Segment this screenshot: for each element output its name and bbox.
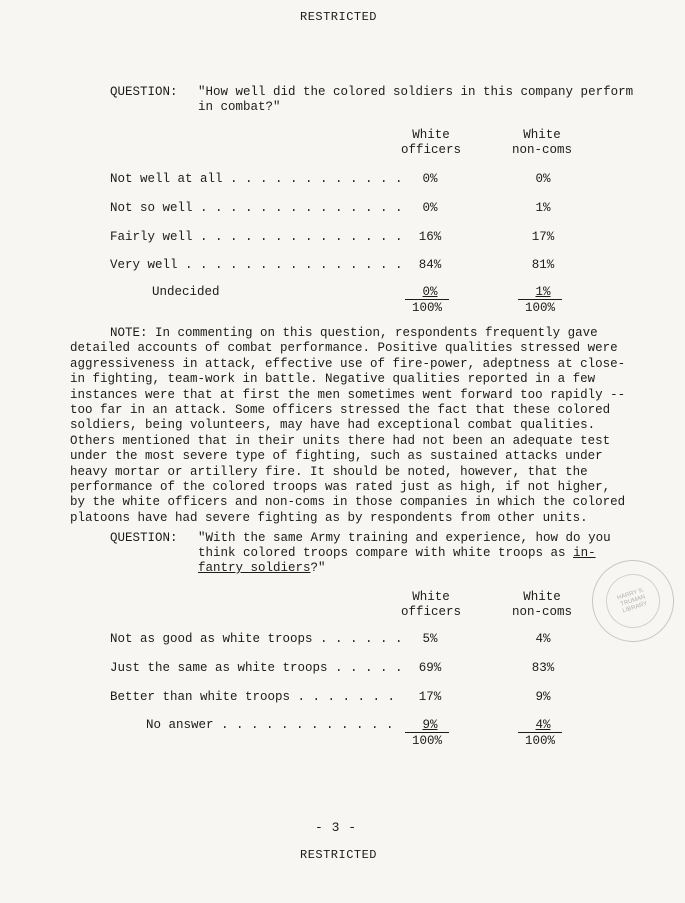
q1-row-label: Not so well . . . . . . . . . . . . . .	[110, 201, 403, 215]
q1-row-noncoms: 0%	[535, 172, 551, 186]
q2-row-officers: 5%	[422, 632, 438, 646]
q2-row-officers: 17%	[418, 690, 442, 704]
note-line: platoons have had severe fighting as by respondents from other units.	[70, 510, 588, 525]
q1-row-officers: 0%	[422, 201, 438, 215]
q1-row-officers: 16%	[418, 230, 442, 244]
q2-row-noncoms: 4%	[535, 632, 551, 646]
question2-text-line3	[198, 561, 326, 576]
q1-col-officers-header	[376, 128, 486, 158]
note-line: performance of the colored troops was rated just as high, if not higher,	[70, 480, 611, 495]
question1-text-line1: "How well did the colored soldiers in this company perform	[198, 85, 634, 99]
note-line: aggressiveness in attack, effective use of fire-power, adeptness at close-	[70, 356, 626, 371]
note-line: detailed accounts of combat performance. Positive qualities stressed were	[70, 341, 618, 356]
question2-text-line1: "With the same Army training and experience, how do you	[198, 531, 611, 545]
q2-row-noncoms: 9%	[535, 690, 551, 704]
header-classification: RESTRICTED	[300, 10, 378, 24]
q1-row-noncoms: 81%	[531, 258, 555, 272]
q2-line2-underlined: in-	[573, 546, 596, 560]
note-paragraph	[70, 326, 625, 526]
q2-line3-underlined: fantry soldiers	[198, 561, 311, 575]
note-line: by the white officers and non-coms in those companies in which the colored	[70, 495, 626, 510]
question2-label: QUESTION:	[110, 531, 178, 545]
archive-stamp	[581, 549, 684, 652]
q1-total-officers: 100%	[405, 299, 449, 315]
note-line: soldiers, being volunteers, may have had exceptional combat qualities.	[70, 418, 596, 433]
archive-stamp-text: HARRY S. TRUMAN LIBRARY	[616, 586, 649, 614]
q2-col-noncoms-header	[487, 590, 597, 620]
q2-row-label: Better than white troops . . . . . . .	[110, 690, 396, 704]
q2-row-officers: 9%	[422, 718, 438, 732]
q2-row-noncoms: 83%	[531, 661, 555, 675]
q1-col2-line1: White	[523, 128, 561, 142]
q1-row-label: Not well at all . . . . . . . . . . . .	[110, 172, 403, 186]
q1-row-noncoms: 1%	[535, 285, 551, 299]
note-line: heavy mortar or artillery fire. It should be noted, however, that the	[70, 464, 588, 479]
q2-col2-line2: non-coms	[511, 605, 572, 619]
note-line: NOTE: In commenting on this question, respondents frequently gave	[110, 326, 598, 340]
note-line: in fighting, team-work in battle. Negative qualities reported in a few	[70, 372, 596, 387]
note-line: under the most severe type of fighting, such as sustained attacks under	[70, 449, 603, 464]
q1-total-noncoms: 100%	[518, 299, 562, 315]
q1-col1-line1: White	[412, 128, 450, 142]
q2-row-noncoms: 4%	[535, 718, 551, 732]
q1-row-label: Undecided	[152, 285, 220, 299]
q2-col2-line1: White	[523, 590, 561, 604]
q1-row-officers: 0%	[422, 285, 438, 299]
question1-label: QUESTION:	[110, 85, 178, 99]
q1-col-noncoms-header	[487, 128, 597, 158]
archive-stamp-inner	[599, 567, 667, 635]
q2-col-officers-header	[376, 590, 486, 620]
q2-row-label: No answer . . . . . . . . . . . .	[146, 718, 394, 732]
q1-col2-line2: non-coms	[511, 143, 572, 157]
q1-row-noncoms: 17%	[531, 230, 555, 244]
q2-col1-line1: White	[412, 590, 450, 604]
note-line: too far in an attack. Some officers stressed the fact that these colored	[70, 403, 611, 418]
q2-total-officers: 100%	[405, 732, 449, 748]
question2-text-line2	[198, 546, 596, 561]
q1-row-officers: 0%	[422, 172, 438, 186]
q1-row-label: Fairly well . . . . . . . . . . . . . .	[110, 230, 403, 244]
footer-classification: RESTRICTED	[300, 848, 378, 862]
q2-line2-text: think colored troops compare with white troops as	[198, 546, 574, 560]
page-number: - 3 -	[315, 820, 357, 835]
question1-text-line2: in combat?"	[198, 100, 281, 114]
q1-col1-line2: officers	[400, 143, 461, 157]
q1-row-label: Very well . . . . . . . . . . . . . . .	[110, 258, 403, 272]
q1-row-officers: 84%	[418, 258, 442, 272]
q2-col1-line2: officers	[400, 605, 461, 619]
q2-row-label: Not as good as white troops . . . . . .	[110, 632, 403, 646]
q2-total-noncoms: 100%	[518, 732, 562, 748]
q2-line3-end: ?"	[310, 561, 326, 575]
q2-row-officers: 69%	[418, 661, 442, 675]
note-line: Others mentioned that in their units there had not been an adequate test	[70, 433, 611, 448]
q2-row-label: Just the same as white troops . . . . .	[110, 661, 403, 675]
q1-row-noncoms: 1%	[535, 201, 551, 215]
note-line: instances were that at first the men sometimes went forward too rapidly --	[70, 387, 626, 402]
